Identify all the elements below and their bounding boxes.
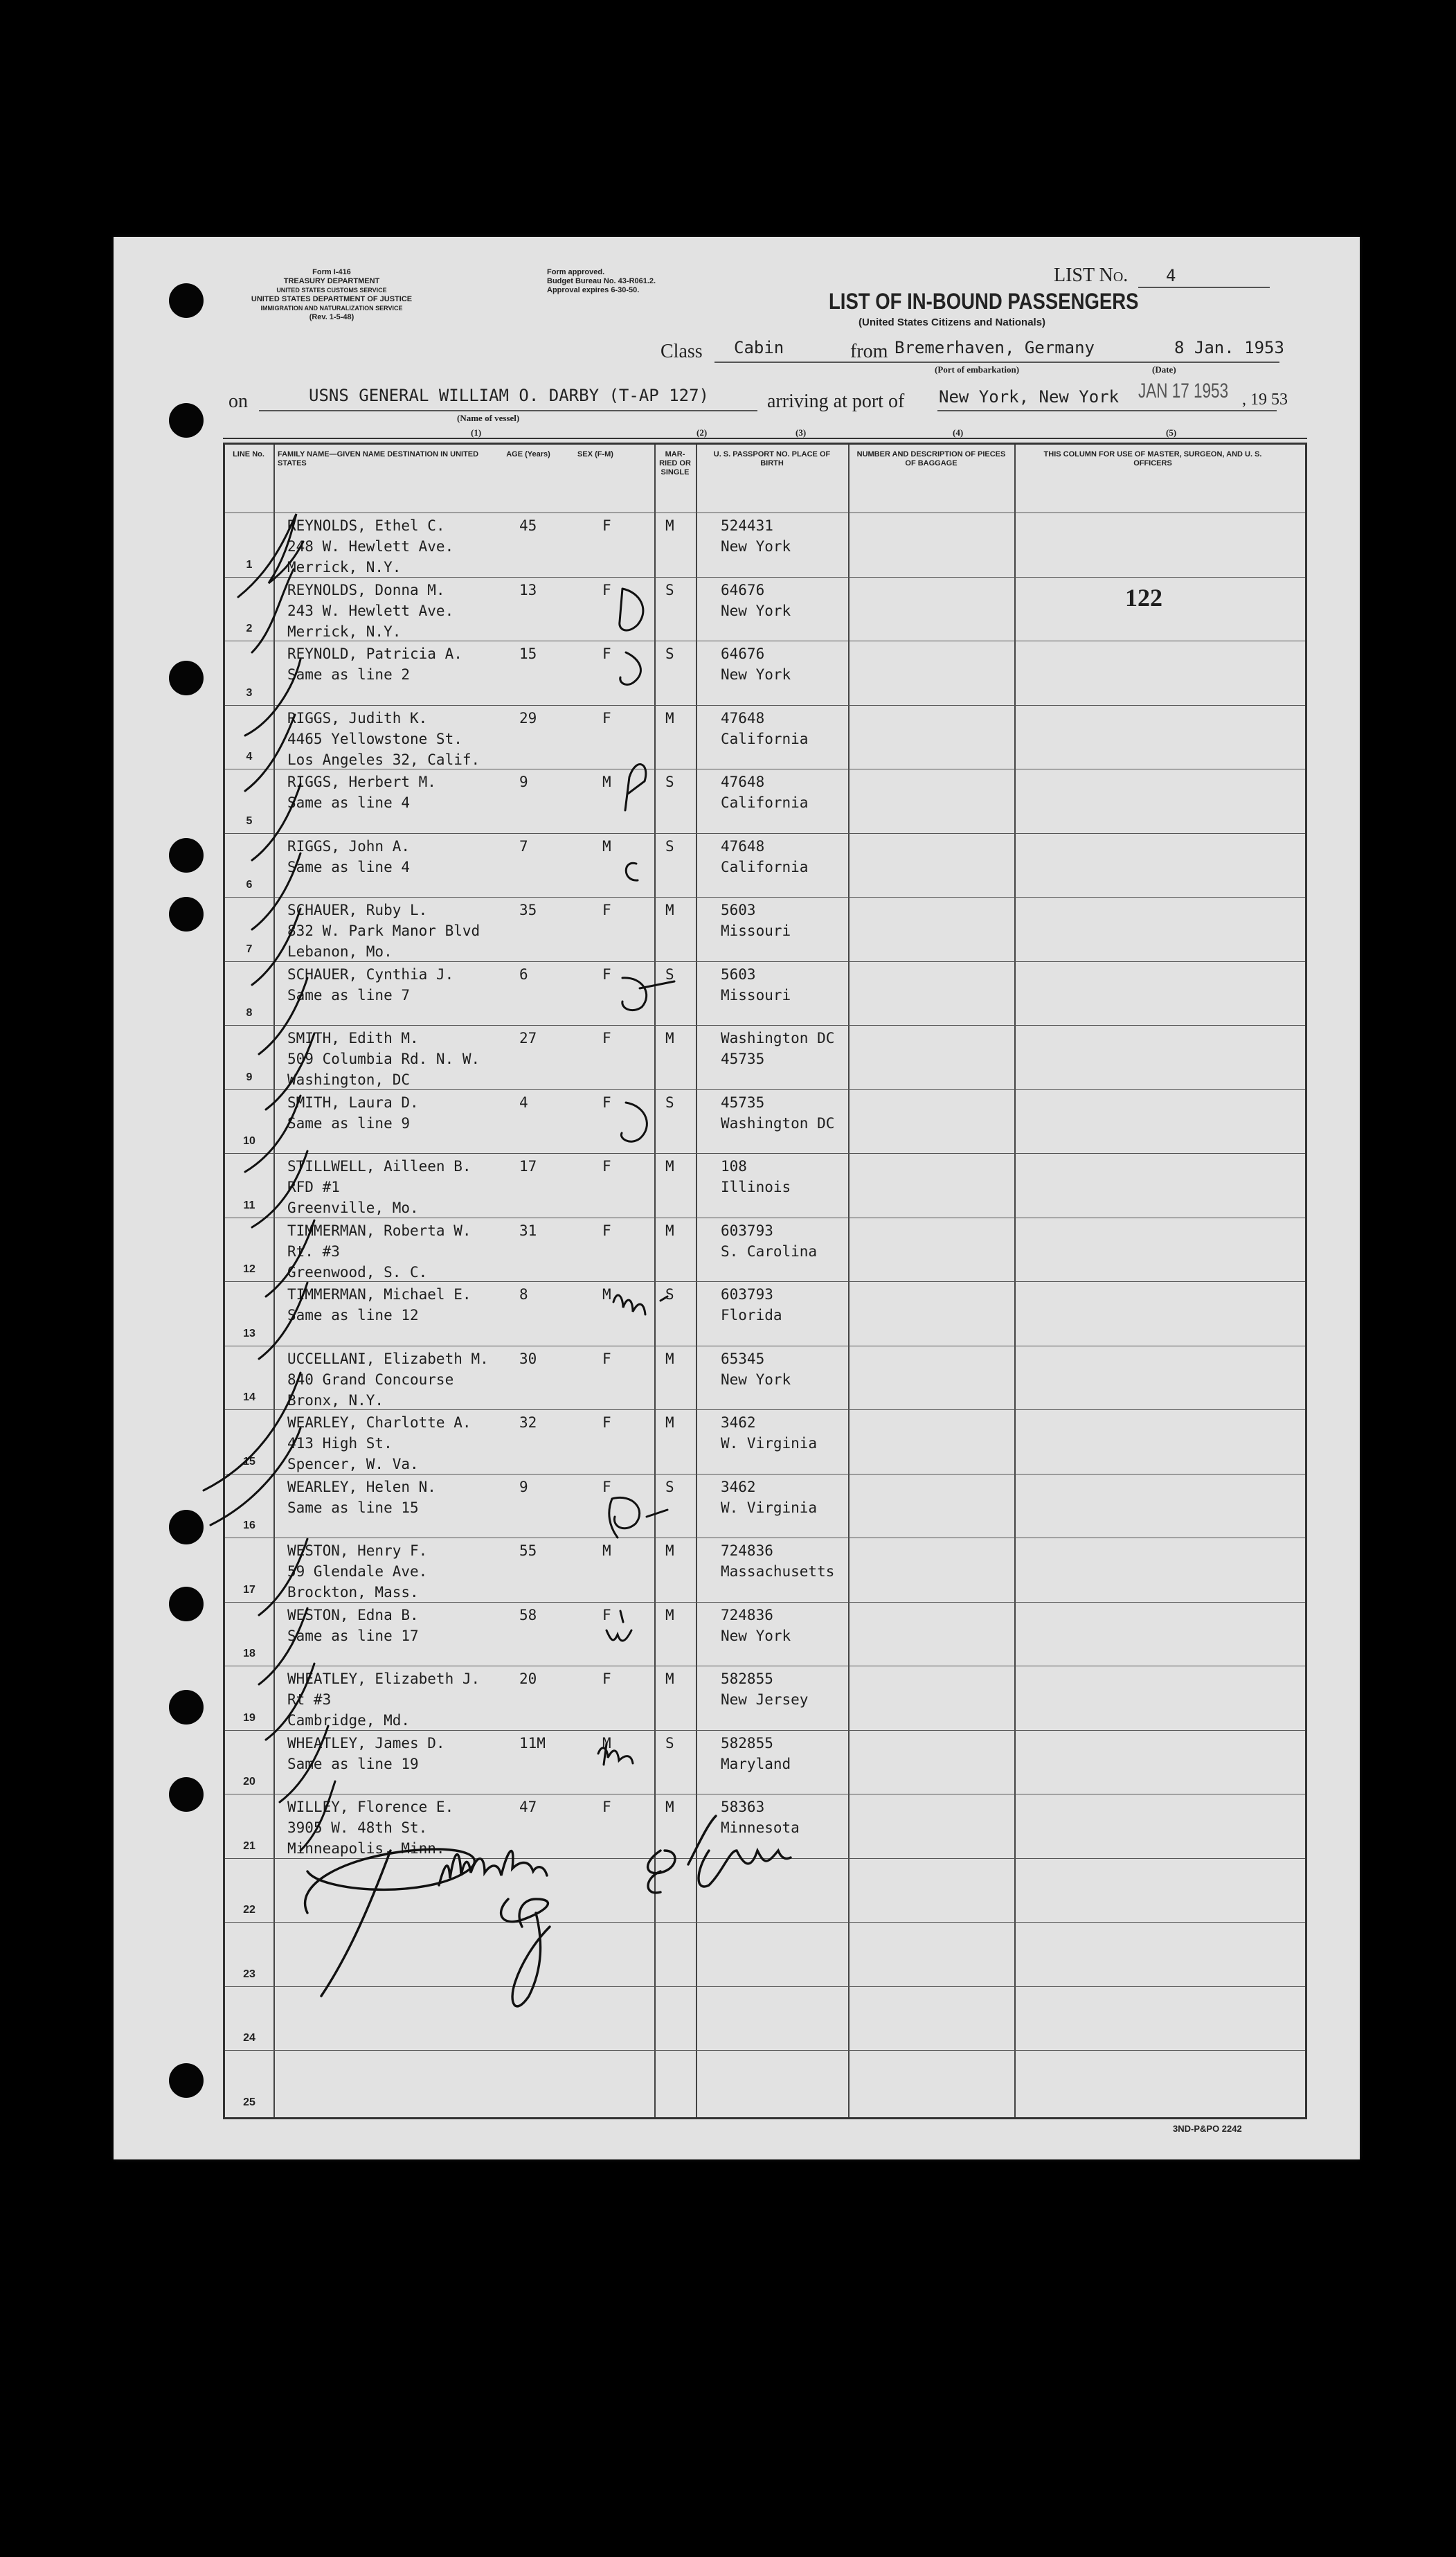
passport-number: Washington DC: [721, 1030, 835, 1046]
passenger-name: WEARLEY, Charlotte A.: [287, 1414, 471, 1431]
binder-hole: [169, 661, 204, 695]
passenger-name: REYNOLDS, Donna M.: [287, 581, 445, 598]
passenger-age: 30: [519, 1350, 537, 1367]
passenger-name: REYNOLDS, Ethel C.: [287, 517, 445, 534]
place-of-birth: New York: [721, 666, 791, 683]
passport-number: 47648: [721, 837, 765, 855]
place-of-birth: California: [721, 858, 809, 875]
passenger-marital-status: S: [665, 837, 674, 855]
passenger-name: WILLEY, Florence E.: [287, 1799, 454, 1815]
line-number: 22: [243, 1904, 255, 1916]
footer-code: 3ND-P&PO 2242: [1173, 2123, 1242, 2134]
line-number: 8: [246, 1007, 253, 1019]
document-title: LIST OF IN-BOUND PASSENGERS: [829, 289, 1139, 314]
passport-number: 582855: [721, 1670, 773, 1687]
passenger-sex: F: [602, 1670, 611, 1687]
passport-number: 64676: [721, 581, 765, 598]
passenger-marital-status: M: [665, 1222, 674, 1239]
passenger-address-line: Brockton, Mass.: [287, 1584, 419, 1601]
row-rule: [225, 577, 1305, 578]
passenger-marital-status: S: [665, 1094, 674, 1111]
passenger-address-line: 243 W. Hewlett Ave.: [287, 602, 454, 619]
passenger-age: 17: [519, 1158, 537, 1175]
row-rule: [225, 1858, 1305, 1859]
passenger-marital-status: S: [665, 645, 674, 662]
passenger-marital-status: M: [665, 1799, 674, 1815]
passport-number: 108: [721, 1158, 747, 1175]
passenger-sex: F: [602, 1350, 611, 1367]
header-age: AGE (Years): [506, 450, 550, 458]
passenger-marital-status: M: [665, 1670, 674, 1687]
passport-number: 603793: [721, 1286, 773, 1303]
arrival-line: [937, 410, 1277, 411]
passenger-address-line: Los Angeles 32, Calif.: [287, 751, 480, 768]
row-rule: [225, 1025, 1305, 1026]
passenger-name: RIGGS, Herbert M.: [287, 774, 436, 790]
passenger-marital-status: M: [665, 1606, 674, 1623]
passenger-age: 13: [519, 581, 537, 598]
place-of-birth: Minnesota: [721, 1819, 800, 1836]
passenger-address-line: Same as line 15: [287, 1499, 419, 1516]
embarkation-port: Bremerhaven, Germany: [895, 338, 1095, 357]
place-of-birth: Florida: [721, 1307, 782, 1324]
passenger-marital-status: S: [665, 1478, 674, 1495]
header-line-no: LINE No.: [233, 450, 264, 458]
passenger-name: WESTON, Edna B.: [287, 1606, 419, 1623]
passenger-address-line: Bronx, N.Y.: [287, 1391, 384, 1409]
line-number: 17: [243, 1583, 255, 1596]
passenger-marital-status: M: [665, 709, 674, 727]
class-value: Cabin: [734, 338, 784, 357]
passport-number: 3462: [721, 1478, 756, 1495]
line-number: 25: [243, 2096, 255, 2108]
passport-number: 65345: [721, 1350, 765, 1367]
line-number: 14: [243, 1391, 255, 1403]
passenger-sex: F: [602, 1094, 611, 1111]
passenger-age: 11M: [519, 1734, 546, 1752]
passenger-age: 8: [519, 1286, 528, 1303]
vessel-caption: (Name of vessel): [457, 413, 520, 423]
passenger-sex: F: [602, 581, 611, 598]
list-number-value: 4: [1166, 266, 1176, 285]
place-of-birth: W. Virginia: [721, 1499, 818, 1516]
passenger-marital-status: S: [665, 1286, 674, 1303]
arrival-port: New York, New York: [939, 387, 1120, 407]
passenger-sex: M: [602, 1542, 611, 1559]
document-subtitle: (United States Citizens and Nationals): [859, 317, 1046, 328]
passenger-address-line: Greenwood, S. C.: [287, 1263, 428, 1281]
row-rule: [225, 1153, 1305, 1154]
passport-number: 47648: [721, 774, 765, 790]
passport-number: 603793: [721, 1222, 773, 1239]
passenger-name: SMITH, Laura D.: [287, 1094, 419, 1111]
row-rule: [225, 1089, 1305, 1090]
row-rule: [225, 1986, 1305, 1987]
place-of-birth: Missouri: [721, 986, 791, 1004]
binder-hole: [169, 838, 204, 873]
row-rule: [225, 897, 1305, 898]
row-rule: [225, 833, 1305, 834]
table-top-rule: [223, 438, 1307, 439]
line-number: 18: [243, 1648, 255, 1659]
row-rule: [225, 2050, 1305, 2051]
passenger-sex: F: [602, 1606, 611, 1623]
passport-number: 5603: [721, 902, 756, 918]
line-number: 2: [246, 623, 253, 634]
list-number-line: [1138, 287, 1270, 288]
passenger-age: 35: [519, 902, 537, 918]
row-rule: [225, 1922, 1305, 1923]
row-rule: [225, 1281, 1305, 1282]
arrival-year: , 19 53: [1242, 391, 1288, 409]
passenger-address-line: Same as line 17: [287, 1627, 419, 1644]
line-number: 9: [246, 1071, 253, 1083]
place-of-birth: S. Carolina: [721, 1242, 818, 1260]
passenger-age: 47: [519, 1799, 537, 1815]
row-rule: [225, 1602, 1305, 1603]
passenger-age: 45: [519, 517, 537, 534]
form-info-block: [231, 268, 432, 322]
place-of-birth: Massachusetts: [721, 1563, 835, 1580]
passport-number: 582855: [721, 1734, 773, 1752]
passenger-age: 55: [519, 1542, 537, 1559]
passenger-age: 29: [519, 709, 537, 727]
line-number: 7: [246, 943, 253, 955]
line-number: 3: [246, 686, 253, 699]
passenger-age: 7: [519, 837, 528, 855]
passenger-address-line: Same as line 4: [287, 858, 411, 875]
header-baggage: NUMBER AND DESCRIPTION OF PIECES OF BAGGAGE: [856, 450, 1006, 467]
header-married: MAR- RIED OR SINGLE: [659, 450, 691, 476]
place-of-birth: Illinois: [721, 1179, 791, 1195]
passenger-age: 58: [519, 1606, 537, 1623]
passenger-marital-status: M: [665, 517, 674, 534]
form-number: Form I-416: [312, 268, 351, 276]
passenger-marital-status: M: [665, 902, 674, 918]
passenger-age: 20: [519, 1670, 537, 1687]
manifest-page: [114, 237, 1360, 2159]
passport-number: 524431: [721, 517, 773, 534]
line-number: 6: [246, 879, 253, 891]
line-number: 24: [243, 2032, 255, 2044]
passenger-address-line: 59 Glendale Ave.: [287, 1563, 428, 1580]
approval-line: Form approved.: [547, 268, 605, 276]
passenger-address-line: 248 W. Hewlett Ave.: [287, 538, 454, 555]
passenger-address-line: Minneapolis, Minn.: [287, 1840, 445, 1857]
place-of-birth: California: [721, 794, 809, 811]
passport-number: 45735: [721, 1094, 765, 1111]
passenger-address-line: 840 Grand Concourse: [287, 1371, 454, 1388]
place-of-birth: California: [721, 730, 809, 747]
passenger-age: 9: [519, 774, 528, 790]
approval-expiry-line: Approval expires 6-30-50.: [547, 286, 640, 294]
embarkation-caption: (Port of embarkation): [935, 364, 1020, 375]
passenger-sex: F: [602, 1799, 611, 1815]
passenger-name: SMITH, Edith M.: [287, 1030, 419, 1046]
row-rule: [225, 961, 1305, 962]
passenger-address-line: Greenville, Mo.: [287, 1200, 419, 1216]
passenger-age: 9: [519, 1478, 528, 1495]
line-number: 10: [243, 1135, 255, 1147]
binder-hole: [169, 2063, 204, 2098]
passenger-age: 32: [519, 1414, 537, 1431]
approval-block: [547, 268, 656, 295]
line-number: 16: [243, 1520, 255, 1531]
passenger-address-line: Rt #3: [287, 1691, 332, 1708]
passenger-name: WHEATLEY, Elizabeth J.: [287, 1670, 480, 1687]
dept-customs: UNITED STATES CUSTOMS SERVICE: [276, 287, 387, 294]
passenger-age: 15: [519, 645, 537, 662]
line-number: 11: [243, 1199, 255, 1211]
passenger-address-line: RFD #1: [287, 1179, 340, 1195]
passport-number: 5603: [721, 965, 756, 983]
place-of-birth: New York: [721, 1627, 791, 1644]
passenger-marital-status: M: [665, 1542, 674, 1559]
passenger-address-line: 4465 Yellowstone St.: [287, 730, 462, 747]
binder-hole: [169, 897, 204, 932]
class-label: Class: [660, 341, 703, 362]
passenger-sex: F: [602, 902, 611, 918]
passport-number: 724836: [721, 1606, 773, 1623]
passenger-sex: F: [602, 1222, 611, 1239]
row-rule: [225, 1730, 1305, 1731]
dept-treasury: TREASURY DEPARTMENT: [283, 277, 380, 285]
place-of-birth: Missouri: [721, 923, 791, 939]
row-rule: [225, 1409, 1305, 1410]
passenger-name: SCHAUER, Cynthia J.: [287, 965, 454, 983]
passenger-marital-status: M: [665, 1414, 674, 1431]
place-of-birth: New York: [721, 538, 791, 555]
passenger-name: TIMMERMAN, Michael E.: [287, 1286, 471, 1303]
passenger-name: WESTON, Henry F.: [287, 1542, 428, 1559]
place-of-birth: Maryland: [721, 1755, 791, 1772]
passenger-address-line: Same as line 2: [287, 666, 411, 683]
embarkation-date: 8 Jan. 1953: [1174, 338, 1284, 357]
place-of-birth: W. Virginia: [721, 1435, 818, 1452]
passenger-sex: M: [602, 774, 611, 790]
passenger-marital-status: M: [665, 1030, 674, 1046]
passenger-address-line: Merrick, N.Y.: [287, 559, 402, 576]
passenger-name: REYNOLD, Patricia A.: [287, 645, 462, 662]
passenger-sex: F: [602, 517, 611, 534]
col-number-4: (4): [953, 427, 964, 438]
passenger-address-line: 413 High St.: [287, 1435, 393, 1452]
passenger-address-line: Same as line 4: [287, 794, 411, 811]
dept-immigration: IMMIGRATION AND NATURALIZATION SERVICE: [260, 305, 403, 312]
passenger-marital-status: M: [665, 1158, 674, 1175]
passenger-sex: M: [602, 837, 611, 855]
passenger-sex: F: [602, 1030, 611, 1046]
header-sex: SEX (F-M): [577, 450, 613, 458]
binder-hole: [169, 403, 204, 438]
embarkation-line: [892, 362, 1279, 363]
passenger-address-line: Rt. #3: [287, 1242, 340, 1260]
passenger-sex: F: [602, 645, 611, 662]
place-of-birth: Washington DC: [721, 1114, 835, 1132]
line-number: 12: [243, 1263, 255, 1275]
passport-number: 724836: [721, 1542, 773, 1559]
from-label: from: [850, 341, 888, 362]
passenger-marital-status: S: [665, 774, 674, 790]
line-number: 4: [246, 751, 253, 763]
passenger-marital-status: M: [665, 1350, 674, 1367]
passenger-name: SCHAUER, Ruby L.: [287, 902, 428, 918]
place-of-birth: New York: [721, 602, 791, 619]
col-number-5: (5): [1166, 427, 1177, 438]
form-revision: (Rev. 1-5-48): [309, 313, 354, 321]
passenger-sex: F: [602, 1414, 611, 1431]
passenger-address-line: Same as line 12: [287, 1307, 419, 1324]
passenger-marital-status: S: [665, 1734, 674, 1752]
binder-hole: [169, 1690, 204, 1725]
line-number: 23: [243, 1968, 255, 1980]
line-number: 21: [243, 1839, 255, 1852]
line-number: 15: [243, 1455, 255, 1468]
on-label: on: [228, 391, 248, 412]
passenger-sex: M: [602, 1286, 611, 1303]
date-caption: (Date): [1152, 364, 1176, 375]
passport-number: 47648: [721, 709, 765, 727]
col-number-2: (2): [696, 427, 708, 438]
binder-hole: [169, 1587, 204, 1621]
row-rule: [225, 705, 1305, 706]
line-number: 5: [246, 814, 253, 827]
header-passport: U. S. PASSPORT NO. PLACE OF BIRTH: [713, 450, 831, 467]
passenger-name: TIMMERMAN, Roberta W.: [287, 1222, 471, 1239]
place-of-birth: 45735: [721, 1051, 765, 1067]
passenger-table: [223, 443, 1307, 2119]
line-number: 13: [243, 1327, 255, 1339]
passenger-address-line: Merrick, N.Y.: [287, 623, 402, 640]
line-number: 19: [243, 1711, 255, 1724]
passenger-address-line: 832 W. Park Manor Blvd: [287, 923, 480, 939]
passenger-sex: M: [602, 1734, 611, 1752]
passenger-address-line: Spencer, W. Va.: [287, 1456, 419, 1472]
officer-count-note: 122: [1125, 584, 1162, 612]
binder-hole: [169, 1510, 204, 1544]
passenger-age: 27: [519, 1030, 537, 1046]
dept-justice: UNITED STATES DEPARTMENT OF JUSTICE: [251, 295, 413, 303]
passenger-name: STILLWELL, Ailleen B.: [287, 1158, 471, 1175]
binder-hole: [169, 1777, 204, 1812]
passenger-sex: F: [602, 1158, 611, 1175]
arriving-label: arriving at port of: [767, 391, 905, 412]
passenger-sex: F: [602, 709, 611, 727]
passenger-address-line: Same as line 7: [287, 986, 411, 1004]
passenger-address-line: 509 Columbia Rd. N. W.: [287, 1051, 480, 1067]
passenger-address-line: Same as line 19: [287, 1755, 419, 1772]
passenger-address-line: 3905 W. 48th St.: [287, 1819, 428, 1836]
passenger-sex: F: [602, 965, 611, 983]
passenger-name: RIGGS, John A.: [287, 837, 411, 855]
line-number: 20: [243, 1776, 255, 1788]
passenger-marital-status: S: [665, 581, 674, 598]
col-number-1: (1): [471, 427, 482, 438]
passenger-name: WHEATLEY, James D.: [287, 1734, 445, 1752]
place-of-birth: New York: [721, 1371, 791, 1388]
passenger-address-line: Same as line 9: [287, 1114, 411, 1132]
col-number-3: (3): [796, 427, 807, 438]
passport-number: 64676: [721, 645, 765, 662]
passenger-name: UCCELLANI, Elizabeth M.: [287, 1350, 489, 1367]
line-number: 1: [246, 558, 253, 571]
passport-number: 3462: [721, 1414, 756, 1431]
list-number-label: LIST No.: [1054, 265, 1129, 286]
passenger-marital-status: S: [665, 965, 674, 983]
passenger-age: 31: [519, 1222, 537, 1239]
header-officers: THIS COLUMN FOR USE OF MASTER, SURGEON, AND U. S. OFFICERS: [1043, 450, 1262, 467]
passenger-age: 6: [519, 965, 528, 983]
passenger-address-line: Cambridge, Md.: [287, 1712, 411, 1729]
arrival-date-stamp: JAN 17 1953: [1138, 380, 1229, 402]
place-of-birth: New Jersey: [721, 1691, 809, 1708]
vessel-name: USNS GENERAL WILLIAM O. DARBY (T-AP 127): [309, 386, 709, 405]
budget-bureau-line: Budget Bureau No. 43-R061.2.: [547, 277, 656, 285]
vessel-line: [259, 410, 757, 411]
passenger-sex: F: [602, 1478, 611, 1495]
passenger-address-line: Washington, DC: [287, 1071, 411, 1088]
passenger-name: WEARLEY, Helen N.: [287, 1478, 436, 1495]
passenger-age: 4: [519, 1094, 528, 1111]
binder-hole: [169, 283, 204, 318]
passport-number: 58363: [721, 1799, 765, 1815]
passenger-address-line: Lebanon, Mo.: [287, 943, 393, 960]
passenger-name: RIGGS, Judith K.: [287, 709, 428, 727]
header-name: FAMILY NAME—GIVEN NAME DESTINATION IN UNITED STATES: [278, 450, 479, 467]
